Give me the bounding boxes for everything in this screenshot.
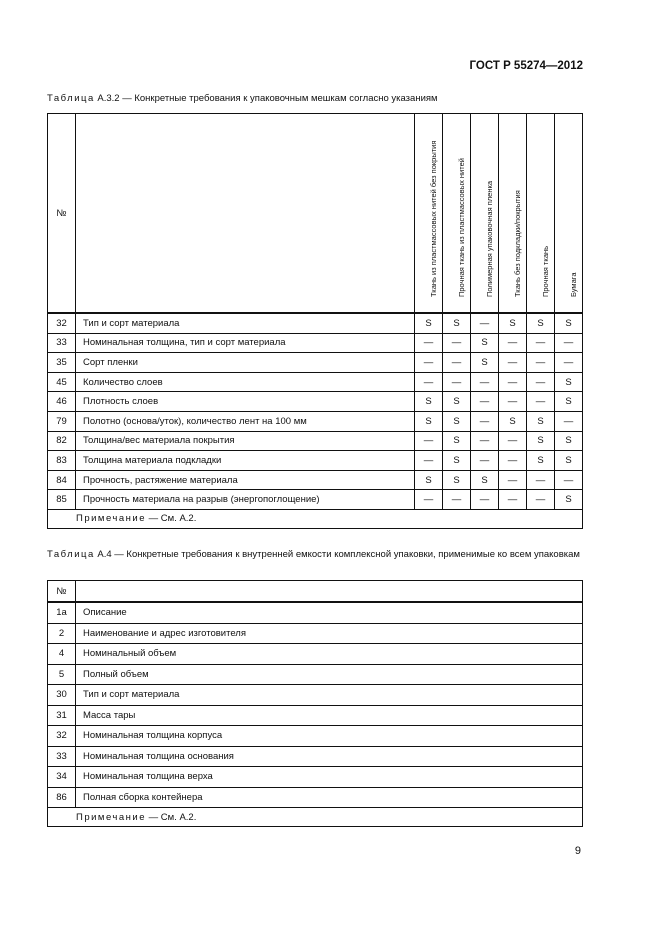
table-row — [48, 685, 583, 706]
row-number: 33 — [48, 746, 76, 767]
row-number: 86 — [48, 787, 76, 808]
requirement-mark: S — [471, 333, 499, 353]
row-name: Прочность, растяжение материала — [76, 470, 415, 490]
name-column-header — [76, 581, 583, 603]
caption-text: А.3.2 — Конкретные требования к упаковочным мешкам согласно указаниям — [94, 93, 438, 104]
document-code: ГОСТ Р 55274—2012 — [469, 60, 583, 72]
row-name: Описание — [76, 602, 583, 623]
table-row — [48, 411, 583, 431]
requirement-mark: — — [499, 333, 527, 353]
table-a4 — [47, 580, 583, 827]
column-header-label: Полимерная упаковочная пленка — [484, 180, 494, 297]
requirement-mark: — — [555, 353, 583, 373]
row-number: 79 — [48, 411, 76, 431]
requirement-mark: S — [415, 411, 443, 431]
page-number: 9 — [574, 845, 581, 857]
row-number: 46 — [48, 392, 76, 412]
table-row — [48, 602, 583, 623]
requirement-mark: S — [499, 313, 527, 333]
requirement-mark: — — [471, 490, 499, 510]
requirement-mark: S — [443, 431, 471, 451]
table-note — [48, 808, 583, 827]
requirement-mark: S — [527, 313, 555, 333]
column-header-label: Прочная ткань — [540, 245, 550, 297]
row-name: Номинальная толщина верха — [76, 767, 583, 788]
requirement-mark: — — [443, 333, 471, 353]
table-row — [48, 490, 583, 510]
requirement-mark: — — [527, 470, 555, 490]
table-row — [48, 451, 583, 471]
column-header — [415, 114, 443, 314]
requirement-mark: — — [471, 411, 499, 431]
table-row — [48, 431, 583, 451]
column-header — [555, 114, 583, 314]
caption-label: Таблица — [47, 549, 95, 560]
table-row — [48, 470, 583, 490]
requirement-mark: — — [555, 470, 583, 490]
column-header — [443, 114, 471, 314]
row-name: Толщина материала подкладки — [76, 451, 415, 471]
requirement-mark: — — [499, 431, 527, 451]
requirement-mark: — — [499, 470, 527, 490]
requirement-mark: S — [555, 313, 583, 333]
column-header-label: Бумага — [568, 272, 578, 297]
row-number: 84 — [48, 470, 76, 490]
table-row — [48, 392, 583, 412]
row-number: 83 — [48, 451, 76, 471]
column-header — [499, 114, 527, 314]
requirement-mark: — — [499, 490, 527, 510]
table-note-row — [48, 808, 583, 827]
column-header-label: Ткань из пластмассовых нитей без покрытия — [428, 140, 438, 297]
row-name: Тип и сорт материала — [76, 313, 415, 333]
column-header-label: Ткань без подкладки/покрытия — [512, 190, 522, 297]
requirement-mark: S — [415, 392, 443, 412]
table-row — [48, 623, 583, 644]
table-row — [48, 372, 583, 392]
requirement-mark: — — [555, 333, 583, 353]
table-a32 — [47, 113, 583, 529]
row-name: Полная сборка контейнера — [76, 787, 583, 808]
requirement-mark: S — [555, 372, 583, 392]
requirement-mark: S — [555, 451, 583, 471]
requirement-mark: — — [443, 490, 471, 510]
requirement-mark: — — [527, 333, 555, 353]
row-number: 2 — [48, 623, 76, 644]
requirement-mark: S — [555, 431, 583, 451]
requirement-mark: S — [443, 392, 471, 412]
requirement-mark: — — [443, 353, 471, 373]
requirement-mark: S — [527, 411, 555, 431]
note-label: Примечание — [76, 513, 146, 525]
requirement-mark: — — [443, 372, 471, 392]
requirement-mark: — — [415, 451, 443, 471]
row-number: 85 — [48, 490, 76, 510]
row-number: 45 — [48, 372, 76, 392]
row-name: Количество слоев — [76, 372, 415, 392]
requirement-mark: — — [499, 451, 527, 471]
requirement-mark: — — [471, 451, 499, 471]
column-header-label: Прочная ткань из пластмассовых нитей — [456, 158, 466, 297]
requirement-mark: S — [555, 490, 583, 510]
table-row — [48, 333, 583, 353]
row-name: Полотно (основа/уток), количество лент на 100 мм — [76, 411, 415, 431]
name-column-header — [76, 114, 415, 314]
table-row — [48, 353, 583, 373]
table-row — [48, 767, 583, 788]
caption-label: Таблица — [47, 93, 95, 104]
requirement-mark: — — [471, 392, 499, 412]
row-name: Номинальная толщина основания — [76, 746, 583, 767]
requirement-mark: — — [471, 372, 499, 392]
row-name: Сорт пленки — [76, 353, 415, 373]
row-name: Толщина/вес материала покрытия — [76, 431, 415, 451]
requirement-mark: S — [443, 313, 471, 333]
requirement-mark: S — [443, 470, 471, 490]
requirement-mark: S — [443, 451, 471, 471]
requirement-mark: S — [443, 411, 471, 431]
requirement-mark: S — [499, 411, 527, 431]
table-note-row — [48, 509, 583, 528]
column-header — [527, 114, 555, 314]
row-number: 5 — [48, 664, 76, 685]
requirement-mark: — — [527, 353, 555, 373]
table-note — [48, 509, 583, 528]
row-name: Масса тары — [76, 705, 583, 726]
requirement-mark: — — [471, 313, 499, 333]
requirement-mark: — — [415, 333, 443, 353]
requirement-mark: — — [415, 490, 443, 510]
requirement-mark: S — [555, 392, 583, 412]
num-column-header: № — [48, 581, 76, 603]
requirement-mark: — — [555, 411, 583, 431]
table-header-row — [48, 114, 583, 314]
row-number: 4 — [48, 644, 76, 665]
requirement-mark: — — [527, 490, 555, 510]
row-number: 82 — [48, 431, 76, 451]
row-number: 34 — [48, 767, 76, 788]
row-name: Номинальная толщина корпуса — [76, 726, 583, 747]
table-a32-caption — [47, 93, 587, 105]
requirement-mark: — — [499, 392, 527, 412]
row-number: 33 — [48, 333, 76, 353]
table-row — [48, 746, 583, 767]
requirement-mark: — — [527, 392, 555, 412]
row-number: 1а — [48, 602, 76, 623]
requirement-mark: — — [527, 372, 555, 392]
requirement-mark: — — [415, 353, 443, 373]
table-row — [48, 644, 583, 665]
requirement-mark: S — [415, 470, 443, 490]
requirement-mark: — — [499, 353, 527, 373]
row-number: 32 — [48, 726, 76, 747]
table-row — [48, 664, 583, 685]
row-number: 35 — [48, 353, 76, 373]
row-name: Номинальная толщина, тип и сорт материала — [76, 333, 415, 353]
row-name: Наименование и адрес изготовителя — [76, 623, 583, 644]
table-row — [48, 726, 583, 747]
table-row — [48, 787, 583, 808]
row-number: 31 — [48, 705, 76, 726]
requirement-mark: S — [415, 313, 443, 333]
row-name: Прочность материала на разрыв (энергопоглощение) — [76, 490, 415, 510]
requirement-mark: — — [499, 372, 527, 392]
requirement-mark: S — [471, 353, 499, 373]
requirement-mark: — — [415, 431, 443, 451]
requirement-mark: S — [527, 431, 555, 451]
row-name: Тип и сорт материала — [76, 685, 583, 706]
note-label: Примечание — [76, 811, 146, 823]
column-header — [471, 114, 499, 314]
requirement-mark: S — [471, 470, 499, 490]
row-name: Полный объем — [76, 664, 583, 685]
table-row — [48, 313, 583, 333]
requirement-mark: — — [415, 372, 443, 392]
requirement-mark: — — [471, 431, 499, 451]
requirement-mark: S — [527, 451, 555, 471]
table-a4-caption — [47, 549, 587, 561]
row-number: 30 — [48, 685, 76, 706]
row-name: Плотность слоев — [76, 392, 415, 412]
row-number: 32 — [48, 313, 76, 333]
row-name: Номинальный объем — [76, 644, 583, 665]
note-text: — См. А.2. — [146, 811, 197, 823]
num-column-header: № — [48, 114, 76, 314]
table-row — [48, 705, 583, 726]
note-text: — См. А.2. — [146, 513, 197, 525]
caption-text: А.4 — Конкретные требования к внутренней емкости комплексной упаковки, применимые ко всем упаковкам — [94, 549, 580, 560]
table-header-row — [48, 581, 583, 603]
